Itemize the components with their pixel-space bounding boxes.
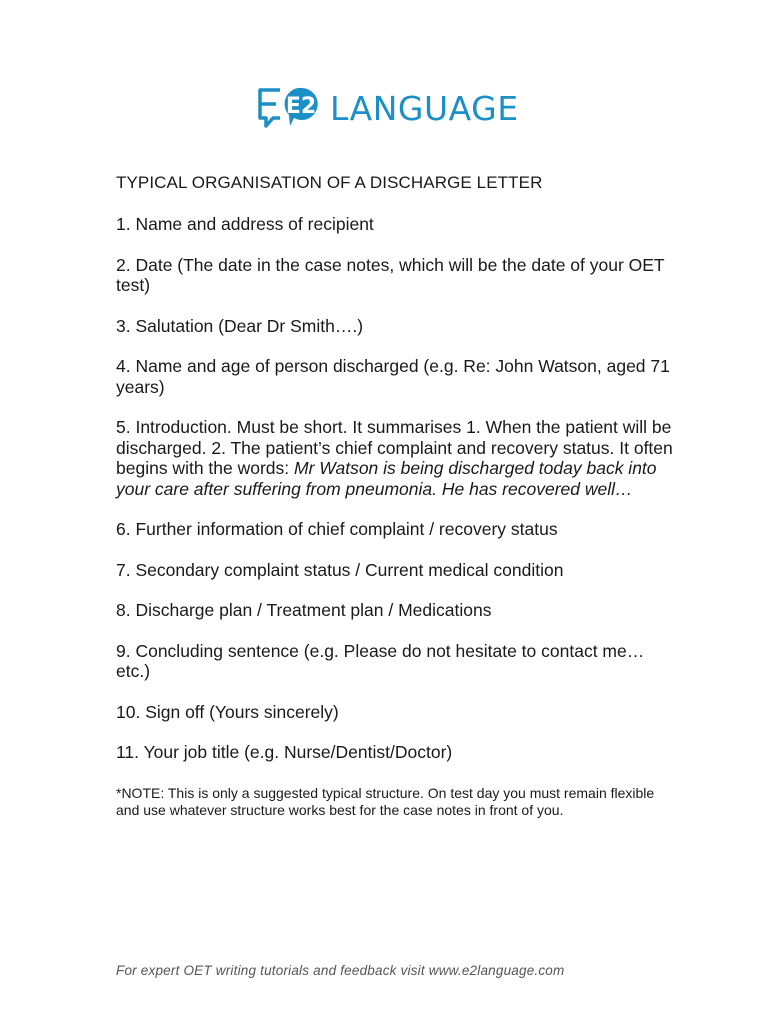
list-item-8: 8. Discharge plan / Treatment plan / Medications bbox=[116, 600, 492, 620]
list-item-1: 1. Name and address of recipient bbox=[116, 214, 374, 234]
list-item-5 bbox=[116, 417, 676, 499]
footer-text: For expert OET writing tutorials and feedback visit www.e2language.com bbox=[116, 963, 565, 978]
document-body bbox=[116, 172, 676, 819]
list-item-5-example: Mr Watson is being discharged today back into your care after suffering from pneumonia. He has recovered well… bbox=[116, 458, 657, 499]
list-item-4: 4. Name and age of person discharged (e.g. Re: John Watson, aged 71 years) bbox=[116, 356, 670, 397]
list-item-3: 3. Salutation (Dear Dr Smith….) bbox=[116, 315, 364, 336]
e2language-logo bbox=[256, 84, 519, 132]
list-item-2: 2. Date (The date in the case notes, which will be the date of your OET test) bbox=[116, 254, 665, 295]
e2-logo-icon bbox=[256, 84, 326, 132]
list-item-7: 7. Secondary complaint status / Current medical condition bbox=[116, 559, 564, 580]
list-item-11: 11. Your job title (e.g. Nurse/Dentist/Doctor) bbox=[116, 742, 453, 762]
note-text: *NOTE: This is only a suggested typical structure. On test day you must remain flexible and use whatever structure works best for the case notes in front of you. bbox=[116, 784, 655, 818]
document-title: TYPICAL ORGANISATION OF A DISCHARGE LETTER bbox=[116, 173, 543, 192]
logo-text: LANGUAGE bbox=[330, 88, 519, 128]
list-item-10: 10. Sign off (Yours sincerely) bbox=[116, 701, 339, 722]
list-item-9: 9. Concluding sentence (e.g. Please do not hesitate to contact me… etc.) bbox=[116, 640, 645, 681]
logo-mark-text: E2 bbox=[285, 94, 317, 119]
list-item-5-text: 5. Introduction. Must be short. It summarises 1. When the patient will be discharged. 2. The patient’s chief complaint and recovery status. It often begins with the words: bbox=[116, 417, 673, 478]
list-item-6: 6. Further information of chief complaint / recovery status bbox=[116, 519, 558, 539]
